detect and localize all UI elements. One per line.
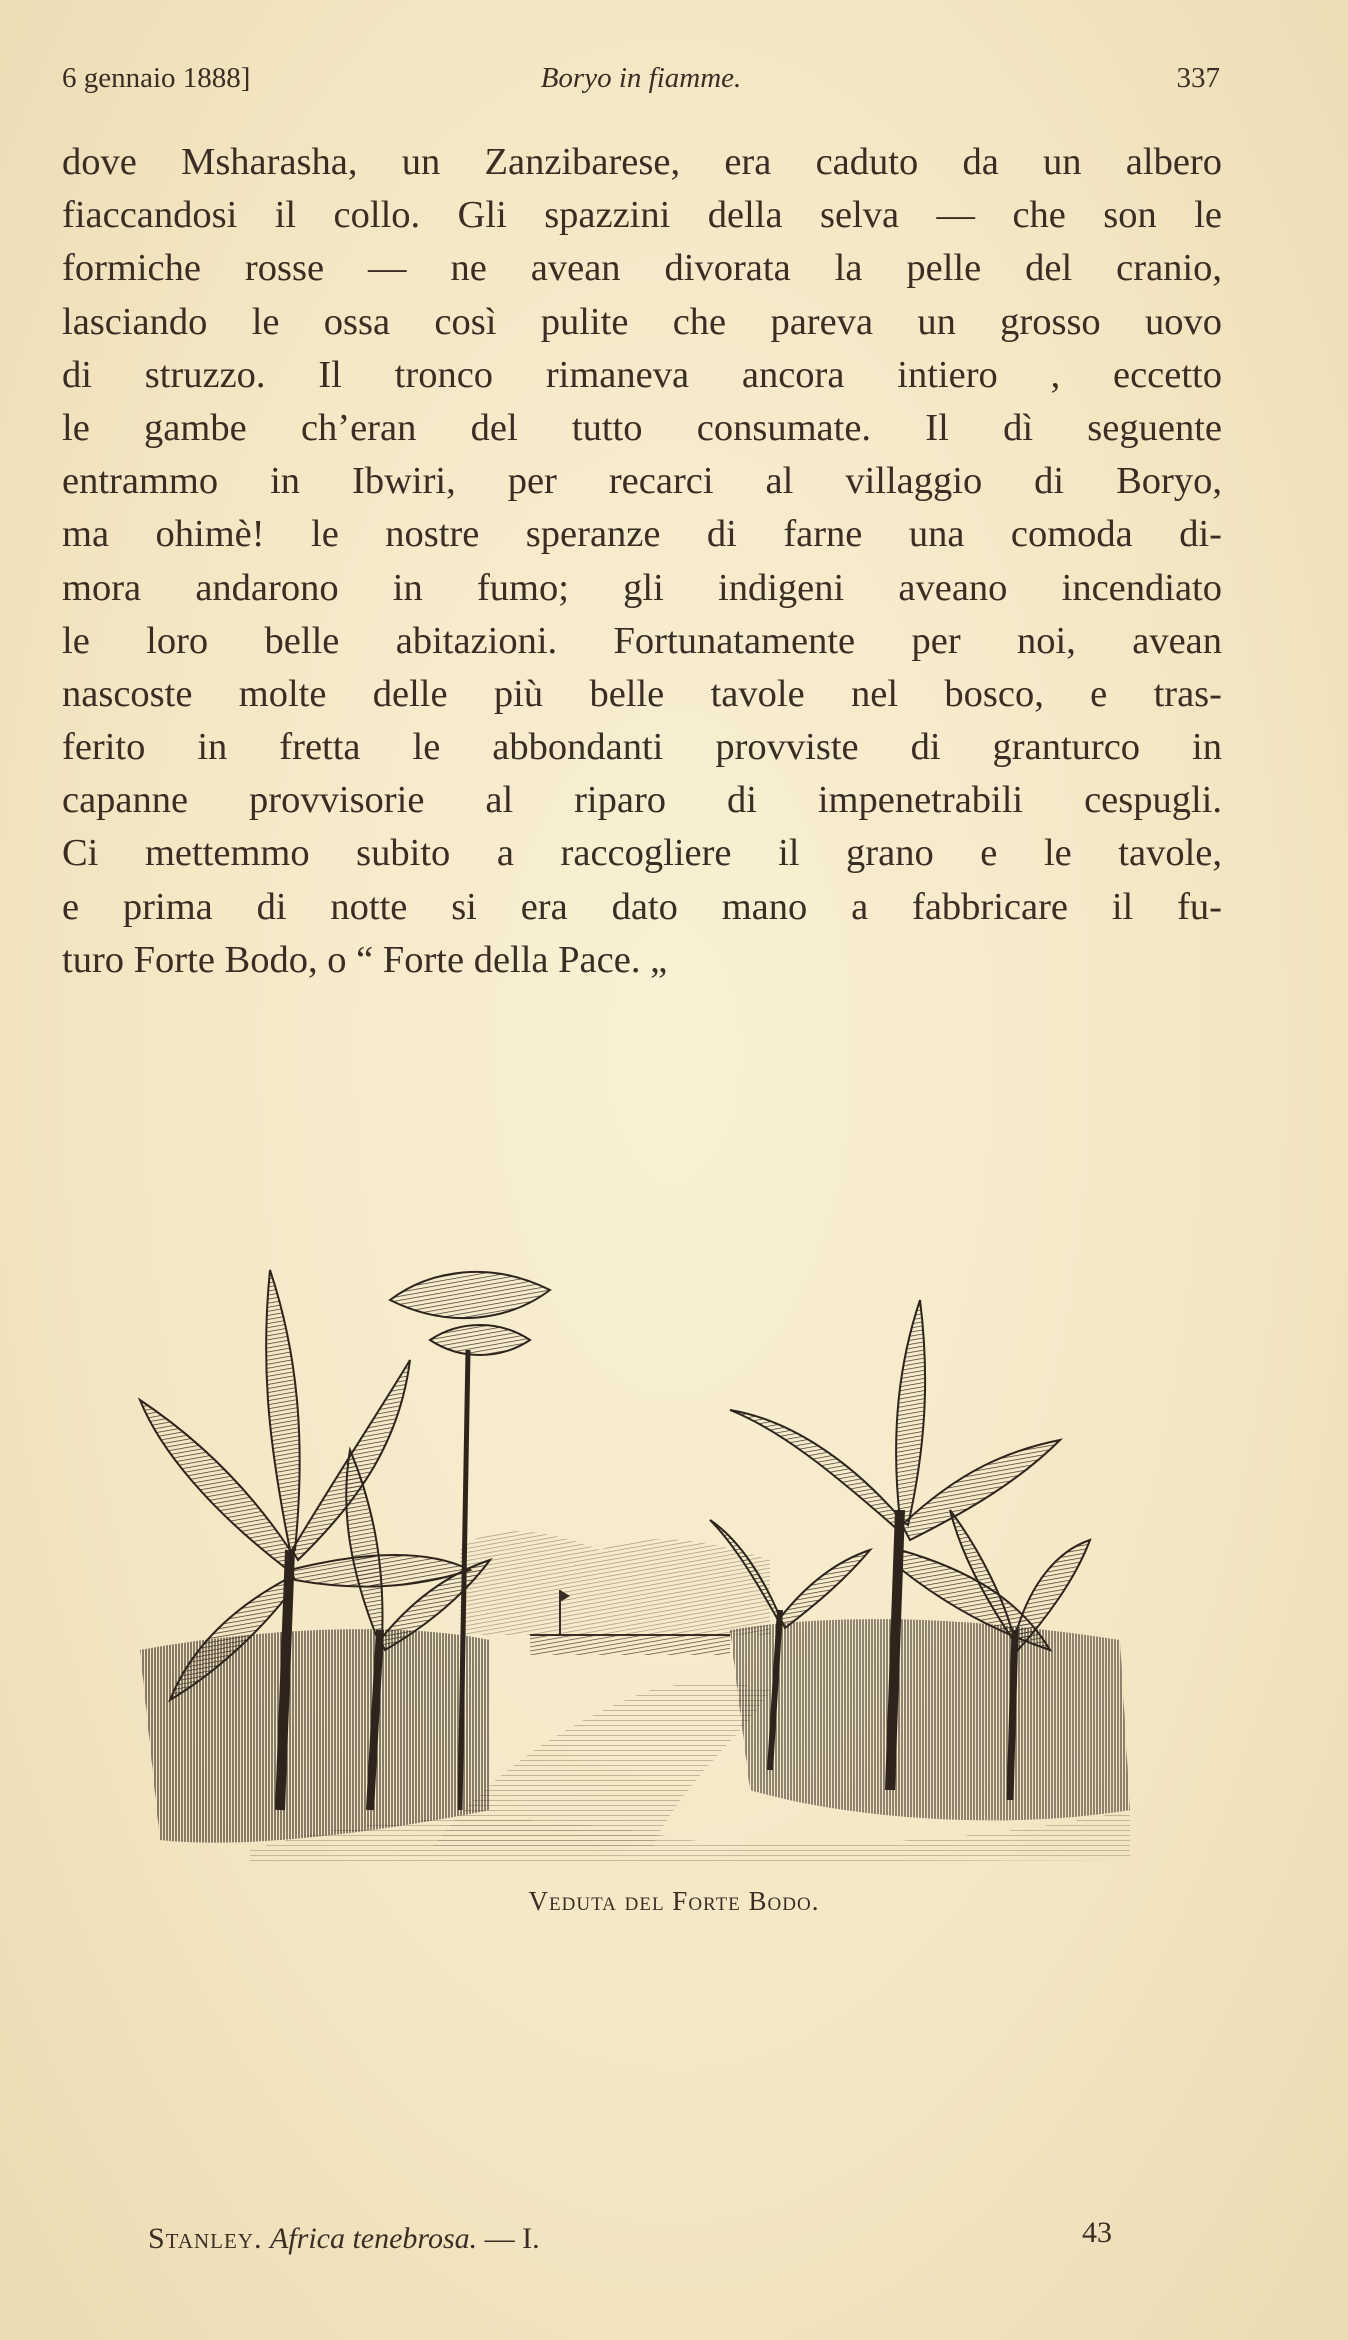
text-line: fiaccandosi il collo. Gli spazzini della selva — che son le — [62, 194, 1222, 237]
page-footer — [148, 2216, 1112, 2262]
running-header — [62, 62, 1220, 102]
text-line: le loro belle abitazioni. Fortunatamente per noi, avean — [62, 619, 1222, 662]
text-line: le gambe ch’eran del tutto consumate. Il dì seguente — [62, 406, 1222, 449]
text-line: nascoste molte delle più belle tavole nel bosco, e tras- — [62, 672, 1222, 715]
header-page-number: 337 — [1176, 62, 1220, 94]
stockade — [530, 1635, 730, 1655]
text-line: di struzzo. Il tronco rimaneva ancora intiero , eccetto — [62, 353, 1222, 396]
grass-field-right — [730, 1619, 1130, 1820]
header-date: 6 gennaio 1888] — [62, 62, 251, 94]
text-line: capanne provvisorie al riparo di impenetrabili cespugli. — [62, 779, 1222, 822]
text-line: mora andarono in fumo; gli indigeni aveano incendiato — [62, 566, 1222, 609]
text-line: turo Forte Bodo, o “ Forte della Pace. „ — [62, 938, 668, 981]
footer-book-title: Africa tenebrosa. — [269, 2222, 478, 2255]
footer-volume: — I. — [484, 2222, 540, 2255]
text-line: ma ohimè! le nostre speranze di farne una comoda di- — [62, 513, 1222, 556]
illustration-caption: Veduta del Forte Bodo. — [528, 1886, 820, 1916]
footer-author: Stanley. — [148, 2222, 263, 2255]
forte-bodo-engraving — [130, 1250, 1150, 1870]
text-line: ferito in fretta le abbondanti provviste di granturco in — [62, 726, 1222, 769]
text-line: Ci mettemmo subito a raccogliere il grano e le tavole, — [62, 832, 1222, 875]
header-running-title: Boryo in fiamme. — [540, 62, 742, 94]
text-line: formiche rosse — ne avean divorata la pelle del cranio, — [62, 247, 1222, 290]
footer-signature: 43 — [1082, 2216, 1112, 2249]
body-paragraph — [62, 136, 1222, 987]
distant-trees — [460, 1531, 770, 1635]
text-line: dove Msharasha, un Zanzibarese, era caduto da un albero — [62, 141, 1222, 183]
text-line: lasciando le ossa così pulite che pareva un grosso uovo — [62, 300, 1222, 343]
footer-citation — [148, 2222, 540, 2256]
text-line: e prima di notte si era dato mano a fabbricare il fu- — [62, 885, 1222, 928]
text-line: entrammo in Ibwiri, per recarci al villaggio di Boryo, — [62, 460, 1222, 503]
